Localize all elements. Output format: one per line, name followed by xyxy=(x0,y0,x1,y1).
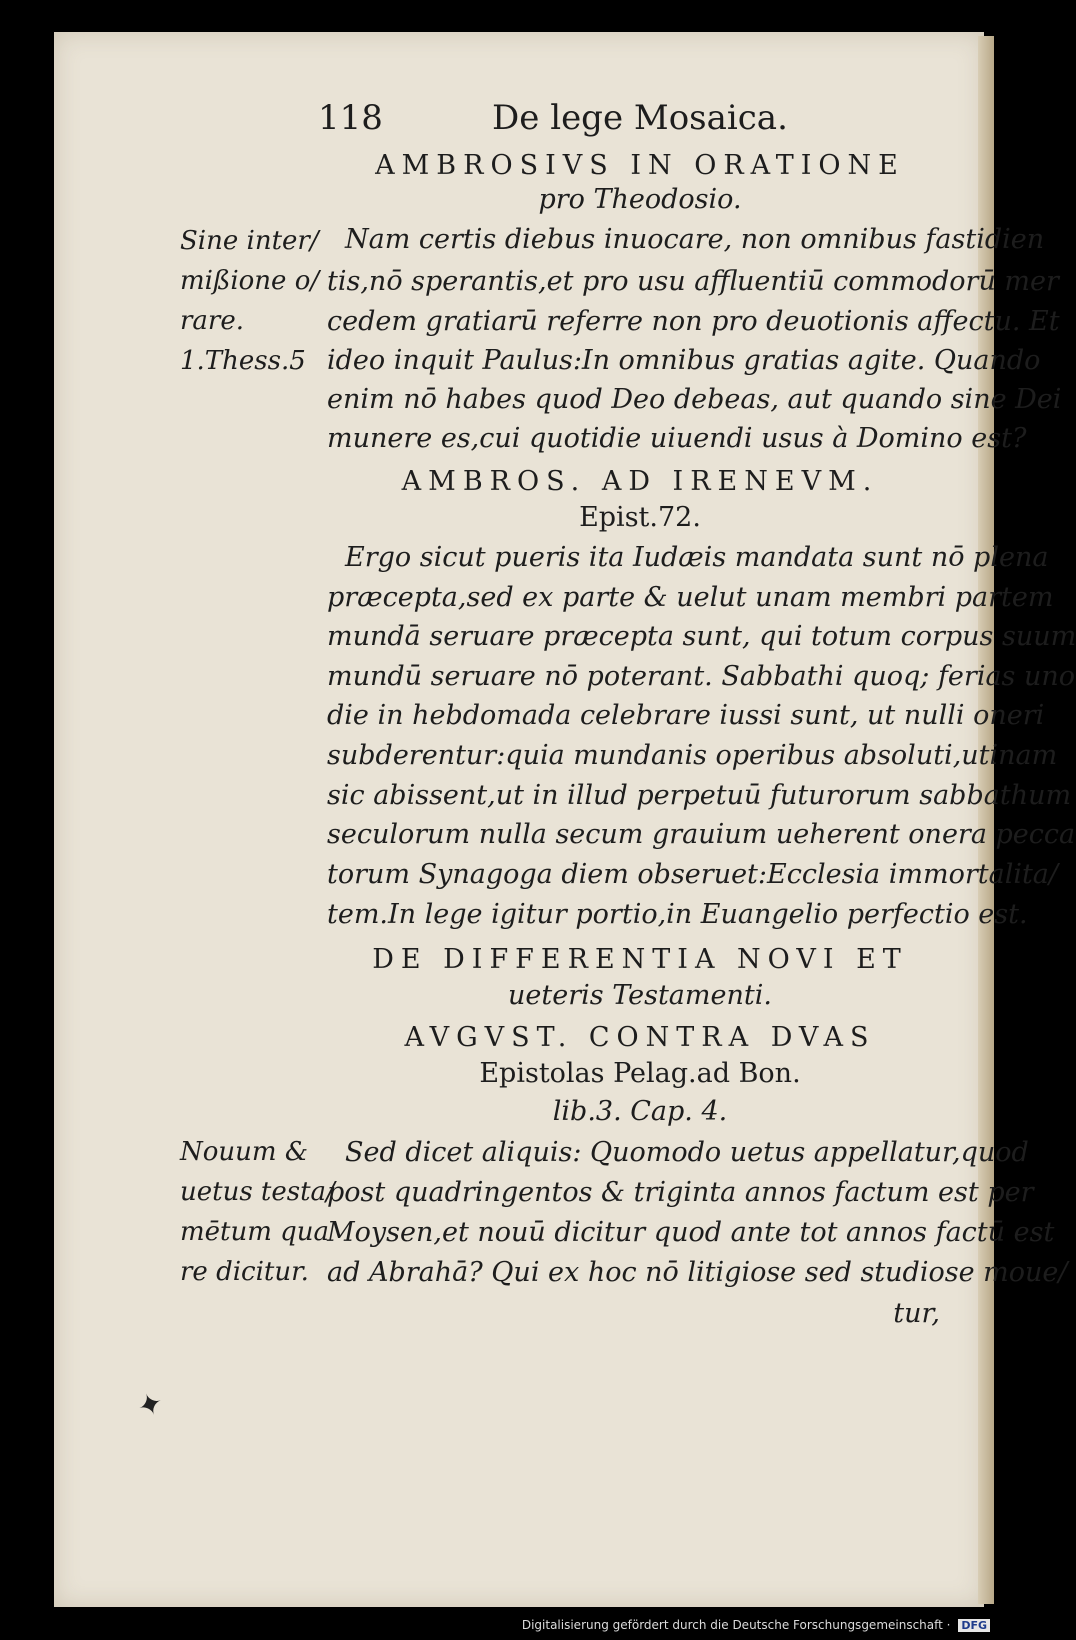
credit-text: Digitalisierung gefördert durch die Deutsche Forschungsgemeinschaft · xyxy=(521,1618,951,1632)
page-number: 118 xyxy=(318,98,383,138)
text-line: mundū seruare nō poterant. Sabbathi quoq; ferias uno xyxy=(327,661,1076,692)
text-line: tem.In lege igitur portio,in Euangelio perfectio est. xyxy=(327,899,1028,930)
text-line: ideo inquit Paulus:In omnibus gratias agite. Quando xyxy=(327,345,1041,376)
text-line: tis,nō sperantis,et pro usu affluentiū commodorū mer xyxy=(327,266,1059,297)
section-subheading-epistle: Epist.72. xyxy=(579,502,701,533)
text-line: ad Abrahā? Qui ex hoc nō litigiose sed studiose moue/ xyxy=(327,1257,1068,1288)
section-subheading-testamenti: ueteris Testamenti. xyxy=(508,980,772,1011)
text-line: torum Synagoga diem obseruet:Ecclesia immortalita/ xyxy=(327,859,1059,890)
margin-note-line: 1.Thess.5 xyxy=(180,346,306,376)
digitization-credit xyxy=(0,1618,990,1632)
margin-note-line: mißione o/ xyxy=(180,266,320,296)
text-line: sic abissent,ut in illud perpetuū futurorum sabbathum xyxy=(327,780,1072,811)
section-subheading-epistolas: Epistolas Pelag.ad Bon. xyxy=(479,1058,801,1089)
section-heading-differentia: DE DIFFERENTIA NOVI ET xyxy=(372,944,908,975)
section-heading-ireneum: AMBROS. AD IRENEVM. xyxy=(401,466,879,497)
catchword: tur, xyxy=(893,1298,940,1329)
margin-note-line: Nouum & xyxy=(180,1137,308,1167)
running-title: De lege Mosaica. xyxy=(492,98,788,138)
text-line: Nam certis diebus inuocare, non omnibus fastidien xyxy=(345,224,1045,255)
section-subheading-chapter: lib.3. Cap. 4. xyxy=(552,1096,728,1127)
text-line: post quadringentos & triginta annos factum est per xyxy=(327,1177,1034,1208)
margin-note-line: rare. xyxy=(180,306,245,336)
section-heading-ambrosius: AMBROSIVS IN ORATIONE xyxy=(375,150,905,181)
text-line: mundā seruare præcepta sunt, qui totum corpus suum xyxy=(327,621,1076,652)
text-line: Sed dicet aliquis: Quomodo uetus appellatur,quod xyxy=(345,1137,1029,1168)
margin-note-line: mētum qua xyxy=(180,1217,330,1247)
dfg-logo: DFG xyxy=(958,1619,990,1632)
ink-mark-icon: ✦ xyxy=(132,1384,169,1427)
text-line: Moysen,et nouū dicitur quod ante tot annos factū est xyxy=(327,1217,1055,1248)
text-line: Ergo sicut pueris ita Iudæis mandata sunt nō plena xyxy=(345,542,1049,573)
text-line: munere es,cui quotidie uiuendi usus à Domino est? xyxy=(327,423,1027,454)
margin-note-line: uetus testa/ xyxy=(180,1177,335,1207)
text-line: die in hebdomada celebrare iussi sunt, ut nulli oneri xyxy=(327,700,1045,731)
text-line: subderentur:quia mundanis operibus absoluti,utinam xyxy=(327,740,1058,771)
margin-note-line: Sine inter/ xyxy=(180,226,319,256)
text-line: seculorum nulla secum grauium ueherent onera pecca xyxy=(327,819,1076,850)
section-subheading-theodosio: pro Theodosio. xyxy=(538,184,742,215)
text-line: præcepta,sed ex parte & uelut unam membri partem xyxy=(327,582,1054,613)
section-heading-augustinus: AVGVST. CONTRA DVAS xyxy=(404,1022,876,1053)
text-line: enim nō habes quod Deo debeas, aut quando sine Dei xyxy=(327,384,1062,415)
text-line: cedem gratiarū referre non pro deuotionis affectu. Et xyxy=(327,306,1060,337)
margin-note-line: re dicitur. xyxy=(180,1257,309,1287)
